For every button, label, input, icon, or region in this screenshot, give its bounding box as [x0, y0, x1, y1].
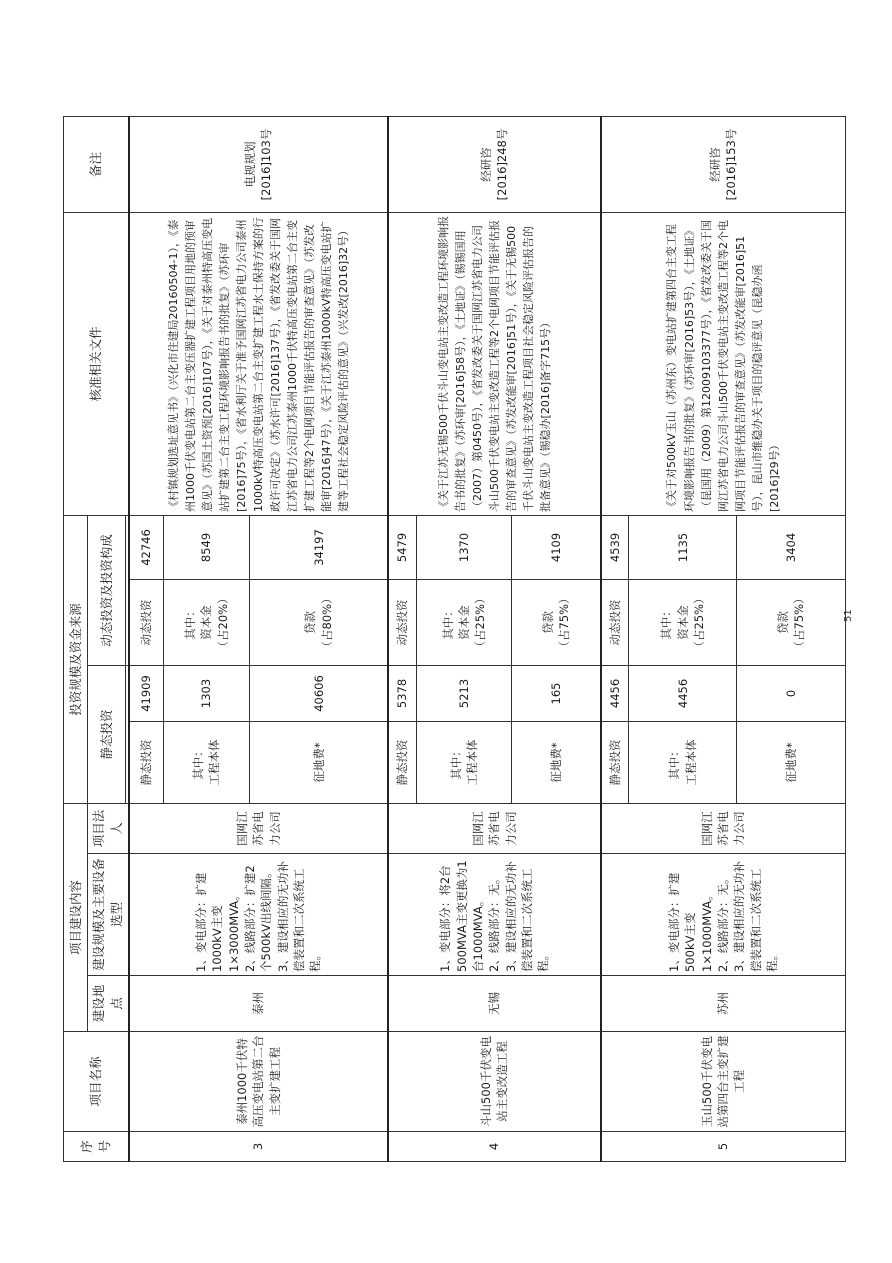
static-total-value: 41909: [129, 665, 164, 721]
project-legal-person: 国网江苏省电力公司: [129, 803, 389, 853]
static-sub-label: 其中： 工程本体: [629, 721, 737, 803]
project-name: 斗山500千伏变电站主变改造工程: [388, 1032, 600, 1132]
header-invest-group: 投资规模及资金来源: [64, 515, 88, 803]
approval-docs: 《关于对500kV玉山（苏州东）变电站扩建第四台主变工程环境影响报告书的批复》（苏环审[2016]53号），《土地证》（昆国用（2009）第12009103377号），《省发改委关于国网江苏省电力公司斗山500千伏变电站主变改造工程等2个电网项目节能评估报告的审查意见》（苏发改能审[2016]51号），昆山市维稳办关于项目的稳评意见（昆稳办函[2016]29号）: [601, 212, 846, 515]
approval-docs: 《村镇规划选址意见书》（兴化市住建局20160504-1），《泰州1000千伏变电站第二台主变压器扩建工程项目用地的预审意见》（苏国土资预[2016]107号），《关于对泰州特高压变电站扩建第二台主变工程环境影响报告书的批复》（苏环审[2016]75号），《省水利厅关于准予国网江苏省电力公司泰州1000kV特高压变电站第二台主变扩建工程水土保持方案的行政许可决定》（苏水许可[2016]137号），《省发改委关于国网江苏省电力公司江苏泰州1000千伏特高压变电站第二台主变扩建工程等2个电网项目节能评估报告的审查意见》（苏发改能审[2016]47号），《关于江苏泰州1000kV特高压变电站扩建等工程社会稳定风险评估的意见》（兴发改[2016]32号）: [129, 212, 389, 515]
project-location: 泰州: [129, 976, 389, 1032]
project-seq: 3: [129, 1132, 389, 1162]
project-seq: 4: [388, 1132, 600, 1162]
header-legal-person: 项目法人: [88, 803, 129, 853]
dynamic-total-value: 5479: [388, 515, 416, 579]
static-land-value: 0: [737, 665, 845, 721]
rotated-project-table: [63, 117, 833, 1162]
static-sub-label: 其中： 工程本体: [163, 721, 250, 803]
header-remark: 备注: [64, 116, 129, 212]
dynamic-total-value: 42746: [129, 515, 164, 579]
dynamic-total-value: 4539: [601, 515, 629, 579]
static-total-value: 5378: [388, 665, 416, 721]
project-approval-table: [63, 116, 846, 1162]
static-total-label: 静态投资: [388, 721, 416, 803]
project-remark: 经研咨[2016]248号: [388, 116, 600, 212]
project-scale: 1、变电部分：扩建1000kV主变1×3000MVA。 2、线路部分：扩建2个500kV出线间隔。 3、建设相应的无功补偿装置和二次系统工程。: [129, 854, 389, 976]
dynamic-sub-value: 1370: [416, 515, 511, 579]
header-scale: 建设规模及主要设备选型: [88, 854, 129, 976]
header-seq: 序号: [64, 1132, 129, 1162]
dynamic-sub-label: 其中： 资本金 （占20%）: [163, 579, 250, 665]
project-name: 玉山500千伏变电站第四台主变扩建工程: [601, 1032, 846, 1132]
project-legal-person: 国网江苏省电力公司: [601, 803, 846, 853]
static-land-value: 165: [512, 665, 601, 721]
header-row-1: [64, 116, 88, 1161]
static-total-value: 4456: [601, 665, 629, 721]
header-dynamic-group: 动态投资及投资构成: [88, 515, 126, 665]
project-scale: 1、变电部分：将2台500MVA主变更换为1台1000MVA。 2、线路部分：无。 3、建设相应的无功补偿装置和二次系统工程。: [388, 854, 600, 976]
project-remark: 经研咨[2016]153号: [601, 116, 846, 212]
header-location: 建设地点: [88, 976, 129, 1032]
static-land-label: 征地费*: [737, 721, 845, 803]
dynamic-total-label: 动态投资: [388, 579, 416, 665]
project-scale: 1、变电部分：扩建500kV主变1×1000MVA。 2、线路部分：无。 3、建设相应的无功补偿装置和二次系统工程。: [601, 854, 846, 976]
project-seq: 5: [601, 1132, 846, 1162]
approval-docs: 《关于江苏无锡500千伏斗山变电站主变改造工程环境影响报告书的批复》（苏环审[2016]58号），《土地证》（锡锡国用（2007）第0450号），《省发改委关于国网江苏省电力公司斗山500千伏变电站主变改造工程等2个电网项目节能评估报告的审查意见》（苏发改能审[2016]51号），《关于无锡500千伏斗山变电站主变改造工程项目社会稳定风险评估报告的批备意见》（锡稳办[2016]备字715号）: [388, 212, 600, 515]
dynamic-sub-label: 其中： 资本金 （占25%）: [629, 579, 737, 665]
dynamic-loan-value: 3404: [737, 515, 845, 579]
dynamic-total-label: 动态投资: [601, 579, 629, 665]
static-total-label: 静态投资: [129, 721, 164, 803]
static-land-value: 40606: [250, 665, 389, 721]
static-sub-value: 1303: [163, 665, 250, 721]
project-row: [129, 116, 164, 1161]
dynamic-total-label: 动态投资: [129, 579, 164, 665]
project-row: [601, 116, 629, 1161]
project-legal-person: 国网江苏省电力公司: [388, 803, 600, 853]
static-sub-value: 4456: [629, 665, 737, 721]
dynamic-loan-value: 34197: [250, 515, 389, 579]
header-static-group: 静态投资: [88, 665, 126, 803]
dynamic-sub-value: 1135: [629, 515, 737, 579]
dynamic-loan-label: 贷款 （占75%）: [512, 579, 601, 665]
dynamic-loan-label: 贷款 （占80%）: [250, 579, 389, 665]
header-approval-docs: 核准相关文件: [64, 212, 129, 515]
dynamic-sub-value: 8549: [163, 515, 250, 579]
static-sub-label: 其中： 工程本体: [416, 721, 511, 803]
static-land-label: 征地费*: [250, 721, 389, 803]
dynamic-sub-label: 其中： 资本金 （占25%）: [416, 579, 511, 665]
dynamic-loan-label: 贷款 （占75%）: [737, 579, 845, 665]
static-sub-value: 5213: [416, 665, 511, 721]
header-content-group: 项目建设内容: [64, 803, 88, 1031]
project-location: 无锡: [388, 976, 600, 1032]
project-name: 泰州1000千伏特高压变电站第二台主变扩建工程: [129, 1032, 389, 1132]
dynamic-loan-value: 4109: [512, 515, 601, 579]
project-remark: 电规规划[2016]103号: [129, 116, 389, 212]
page-number: 51: [843, 609, 854, 622]
header-name: 项目名称: [64, 1032, 129, 1132]
project-row: [388, 116, 416, 1161]
static-land-label: 征地费*: [512, 721, 601, 803]
static-total-label: 静态投资: [601, 721, 629, 803]
project-location: 苏州: [601, 976, 846, 1032]
